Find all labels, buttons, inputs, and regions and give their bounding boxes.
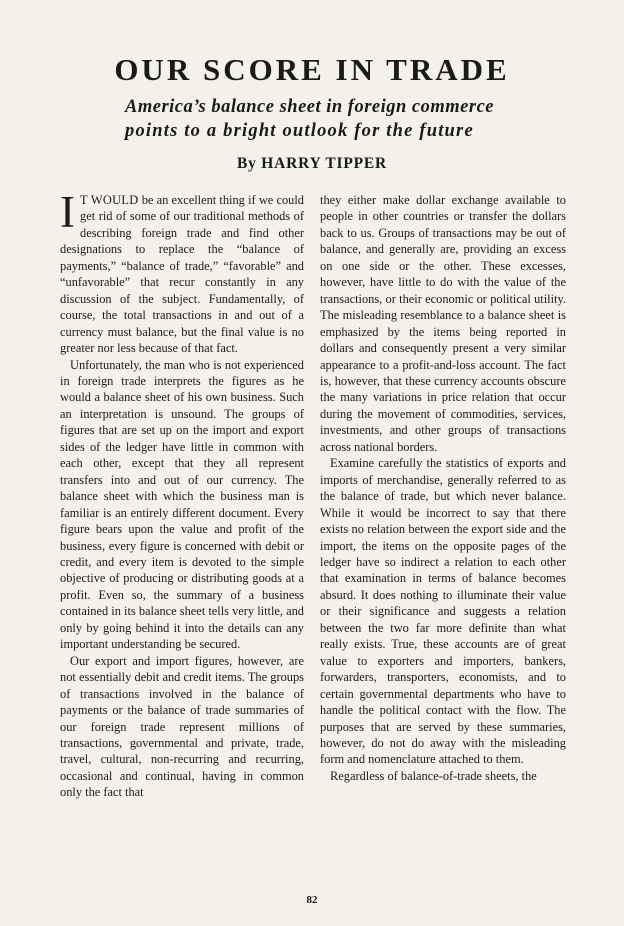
left-column <box>60 187 304 801</box>
paragraph-4: they either make dollar exchange available to people in other countries or transfer the dollars back to us. Groups of transactions may be out of balance, and generally are, providing an excess on one side or the other. These excesses, however, have little to do with the value of the transactions, or their economic or political utility. The misleading resemblance to a balance sheet is emphasized by the items being reported in dollars and consequently present a very similar appearance to a profit-and-loss account. The fact is, however, that these currency accounts obscure the many variations in price relation that occur during the movement of commodities, services, investments, and other groups of transactions across national borders. <box>320 193 566 454</box>
byline: By HARRY TIPPER <box>236 155 388 172</box>
paragraph-2: Unfortunately, the man who is not experienced in foreign trade interprets the figures as he would a balance sheet of his own business. Such an interpretation is unsound. The groups of figures that are set up on the import and export sides of the ledger have little in common with each other, except that they all represent transfers into and out of our currency. The balance sheet with which the business man is familiar is an entirely different document. Every figure bears upon the value and profit of the business, every figure is concerned with debit or credit, and every item is devoted to the simple objective of producing or distributing goods at a profit. Even so, the summary of a business contained in its balance sheet tells very little, and only by going behind it into the details can any important understanding be secured. <box>60 357 304 652</box>
article-subtitle-line2: points to a bright outlook for the future <box>125 121 474 141</box>
paragraph-6: Regardless of balance-of-trade sheets, the <box>330 768 537 783</box>
paragraph-3: Our export and import figures, however, are not essentially debit and credit items. The groups of transactions involved in the balance of payments or the balance of trade summaries of our foreign trade represent millions of transactions, governmental and private, trade, travel, cultural, non-recurring and recurring, occasional and continual, having in common only the fact that <box>60 653 304 800</box>
paragraph-1-text: be an excellent thing if we could get rid of some of our traditional methods of describing foreign trade and find other designations to replace the “balance of payments,” “balance of trade,” “favorable” and “unfavorable” that recur constantly in any discussion of the subject. Fundamentally, of course, the total transactions in and out of a currency must balance, but the final value is no greater nor less because of that fact. <box>60 193 304 356</box>
paragraph-5: Examine carefully the statistics of exports and imports of merchandise, generally referred to as the balance of trade, but which never balance. While it would be incorrect to say that there exists no relation between the export side and the import, the items on the opposite pages of the ledger have so indirect a relation to each other that examination in terms of balance becomes absurd. It does nothing to illuminate their value or their significance and suggests a relation between the two far more definite than what really exists. True, these accounts are of great value to exporters and importers, bankers, forwarders, transporters, economists, and to certain governmental departments who have to handle the political contact with the flow. The purposes that are served by these summaries, however, do not do away with the misleading form and nomenclature attached to them. <box>320 456 566 767</box>
page-number: 82 <box>306 894 318 906</box>
drop-cap: I <box>60 187 75 237</box>
article-title: OUR SCORE IN TRADE <box>114 52 510 87</box>
paragraph-1 <box>60 187 304 357</box>
right-column <box>320 192 566 784</box>
lead-in: T WOULD <box>80 193 139 207</box>
article-subtitle-line1: America’s balance sheet in foreign commerce <box>125 97 495 117</box>
